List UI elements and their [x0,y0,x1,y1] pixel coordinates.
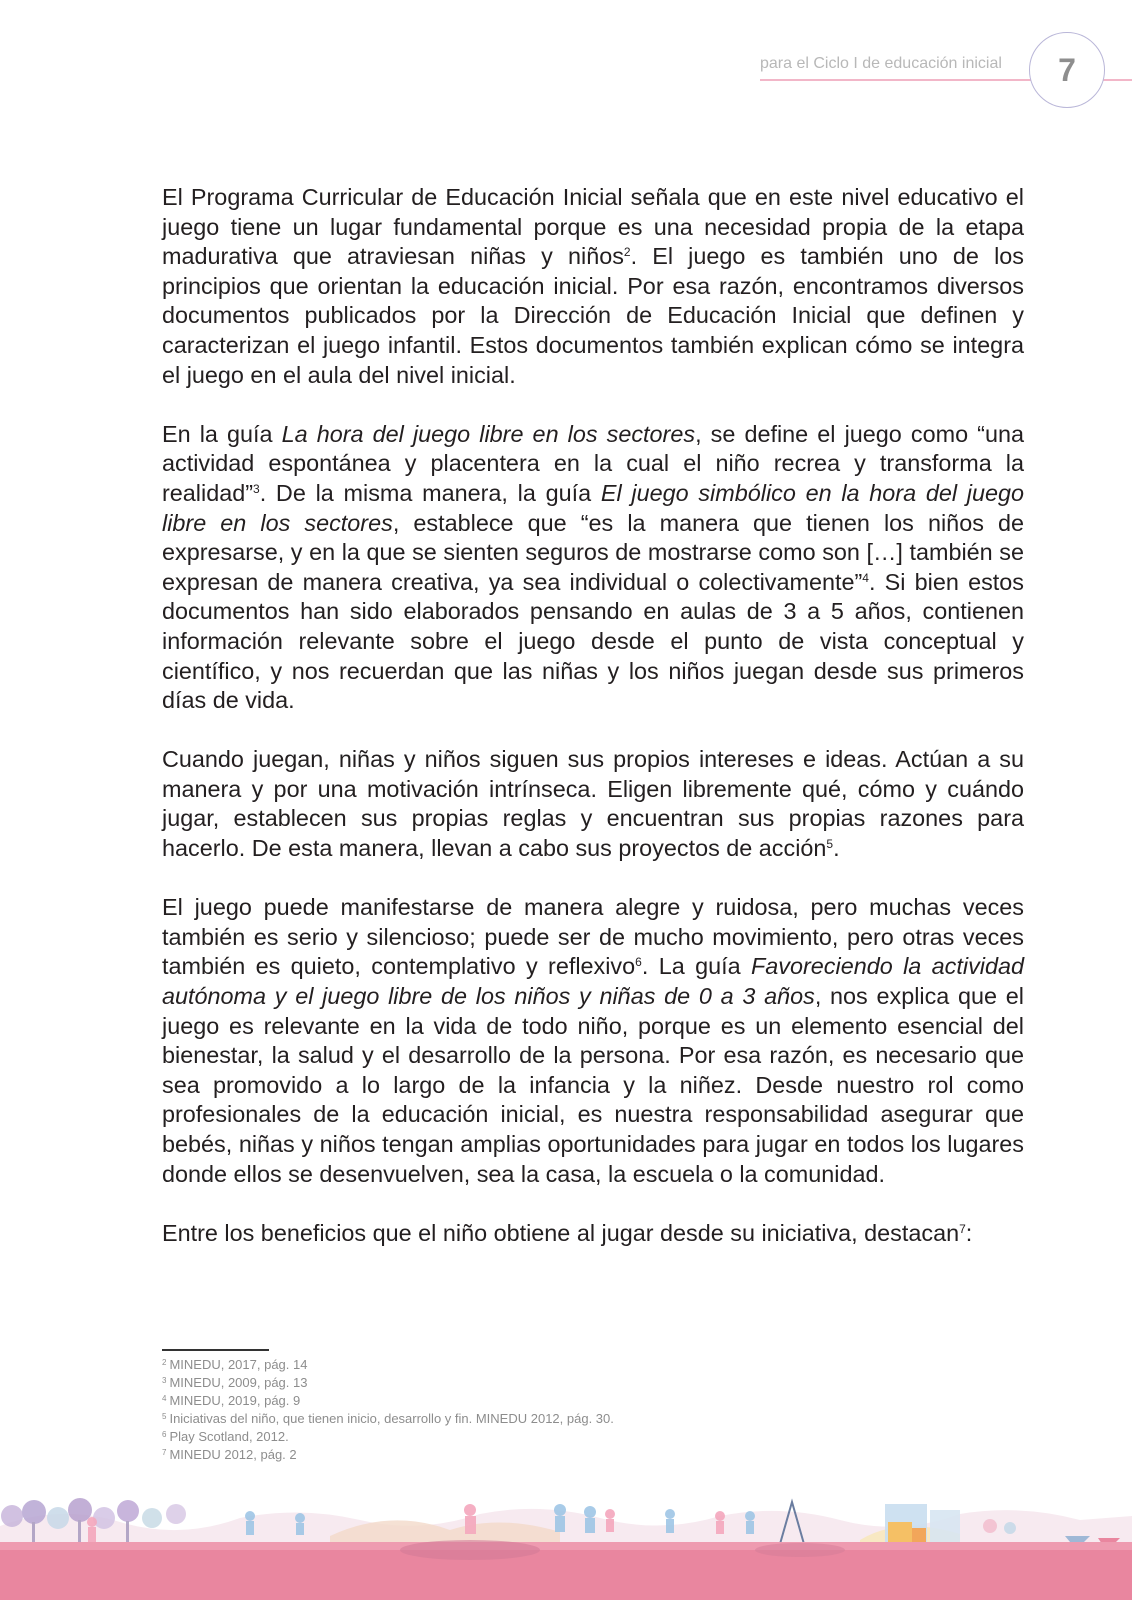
footnote-number: 6 [162,1430,167,1439]
text-run: . [833,835,840,862]
body-paragraph [162,745,1024,863]
footnote-text: MINEDU, 2009, pág. 13 [169,1375,308,1390]
body-paragraph [162,183,1024,390]
footnote-reference: 5 [826,837,834,852]
footer-illustration [0,1496,1132,1600]
footnote-reference: 7 [959,1221,966,1236]
body-paragraph [162,893,1024,1189]
body-paragraph [162,420,1024,716]
footnote-number: 2 [162,1358,167,1367]
footnote [162,1428,862,1446]
footnote-text: MINEDU 2012, pág. 2 [169,1447,297,1462]
footnote [162,1356,862,1374]
footnote-separator [162,1349,269,1351]
footnote [162,1374,862,1392]
page-number-badge [1029,32,1105,108]
text-run: El Programa Curricular de Educación Inicial señala que en este nivel educativo el juego tiene un lugar fundamental porque es una necesidad propia de la etapa madurativa que atraviesan niñas y niños [162,184,1024,270]
footnote-text: Iniciativas del niño, que tienen inicio, desarrollo y fin. MINEDU 2012, pág. 30. [169,1411,614,1426]
text-run: . El juego es también uno de los principios que orientan la educación inicial. Por esa razón, encontramos diversos documentos publicados por la Dirección de Educación Inicial que definen y caracterizan el juego infantil. Estos documentos también explican cómo se integra el juego en el aula del nivel inicial. [162,243,1024,388]
text-run: , establece que “es la manera que tienen los niños de expresarse, y en la que se sienten seguros de mostrarse como son […] también se expresan de manera creativa, ya sea individual o colectivamente” [162,509,1025,595]
body-paragraph [162,1219,1024,1249]
footnote-number: 5 [162,1412,167,1421]
footnote-number: 4 [162,1394,167,1403]
footnote-text: Play Scotland, 2012. [169,1429,289,1444]
footnote-reference: 4 [862,570,869,585]
footnote-text: MINEDU, 2017, pág. 14 [169,1357,308,1372]
text-run: . Si bien estos documentos han sido elaborados pensando en aulas de 3 a 5 años, contienen información relevante sobre el juego desde el punto de vista conceptual y científico, y nos recuerdan que las niñas y los niños juegan desde sus primeros días de vida. [162,568,1024,714]
footnote-reference: 6 [635,955,642,970]
footnote-text: MINEDU, 2019, pág. 9 [169,1393,301,1408]
page-number: 7 [1058,51,1076,88]
footnotes [162,1356,862,1464]
text-run: : [965,1219,973,1246]
body-text [162,183,1024,1278]
italic-title: La hora del juego libre en los sectores [281,420,696,447]
text-run: En la guía [162,420,282,447]
footnote [162,1392,862,1410]
footnote-number: 7 [162,1448,167,1457]
running-header: para el Ciclo I de educación inicial [760,55,1002,72]
italic-title: Favoreciendo la actividad autónoma y el juego libre de los niños y niñas de 0 a 3 años [162,953,1024,1010]
italic-title: El juego simbólico en la hora del juego libre en los sectores [162,479,1024,536]
footnote-number: 3 [162,1376,167,1385]
text-run: Entre los beneficios que el niño obtiene al jugar desde su iniciativa, destacan [162,1219,960,1246]
text-run: El juego puede manifestarse de manera alegre y ruidosa, pero muchas veces también es serio y silencioso; puede ser de mucho movimiento, pero otras veces también es quieto, contemplativo y reflexivo [162,894,1024,980]
footnote-reference: 2 [623,245,631,260]
footnote-reference: 3 [253,481,260,496]
text-run: . De la misma manera, la guía [259,479,601,506]
text-run: , se define el juego como “una actividad espontánea y placentera en la cual el niño recrea y transforma la realidad” [162,420,1024,506]
text-run: Cuando juegan, niñas y niños siguen sus propios intereses e ideas. Actúan a su manera y por una motivación intrínseca. Eligen libremente qué, cómo y cuándo jugar, establecen sus propias reglas y encuentran sus propias razones para hacerlo. De esta manera, llevan a cabo sus proyectos de acción [162,746,1024,862]
footnote [162,1410,862,1428]
footnote [162,1446,862,1464]
text-run: , nos explica que el juego es relevante en la vida de todo niño, porque es un elemento esencial del bienestar, la salud y el desarrollo de la persona. Por esa razón, es necesario que sea promovido a lo largo de la infancia y la niñez. Desde nuestro rol como profesionales de la educación inicial, es nuestra responsabilidad asegurar que bebés, niñas y niños tengan amplias oportunidades para jugar en todos los lugares donde ellos se desenvuelven, sea la casa, la escuela o la comunidad. [162,983,1024,1187]
text-run: . La guía [641,953,751,980]
